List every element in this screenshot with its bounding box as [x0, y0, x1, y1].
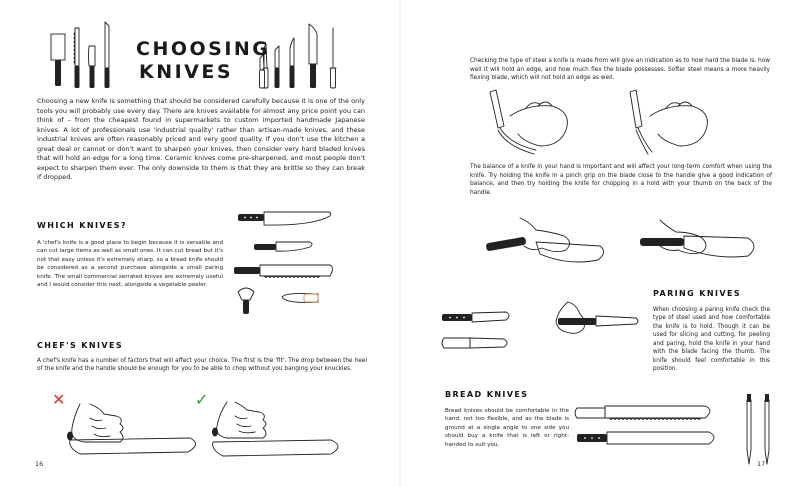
page-number-left: 16 [35, 460, 44, 468]
slicing-knife-icon [105, 22, 110, 88]
chefs-knife-horizontal-icon [238, 212, 331, 225]
bread-knife-light-handle-icon [575, 406, 710, 420]
paring-knife-light-handle-icon [442, 338, 507, 348]
paring-grip-hand-icon [556, 302, 638, 333]
bread-knife-horizontal-icon [234, 265, 333, 278]
page-title [136, 38, 271, 84]
flex-test-left-icon [490, 90, 567, 154]
knife-row-right-illustration [255, 18, 355, 93]
carving-knife-icon [309, 24, 317, 88]
blade-profile-left-icon [747, 394, 751, 464]
fillet-knife-icon [290, 38, 295, 88]
which-knives-heading: WHICH KNIVES? [37, 221, 127, 230]
flex-test-right-icon [630, 90, 707, 154]
utility-knife-icon [275, 46, 280, 88]
steel-paragraph: Checking the type of steel a knife is made from will give an indication as to how hard the blade is, how well it will hold an edge, and how much flex the blade possesses. Softer steel means a more heavily flexing blade, which will not hold an edge as well. [470, 58, 770, 81]
serrated-knife-icon [282, 293, 318, 302]
paring-knives-paragraph: When choosing a paring knife check the type of steel used and how comfortable the knife is to hold. Though it can be used for slicing and cutting, for peeling and paring, hold the knife in your hand with the blade facing the thumb. The knife should feel comfortable in this position. [653, 307, 770, 373]
chefs-knives-heading: CHEF'S KNIVES [37, 341, 123, 350]
knuckle-drop-wrong-illustration [60, 398, 210, 458]
which-knives-illustration [232, 204, 342, 314]
intro-paragraph: Choosing a new knife is something that should be considered carefully because it is one of the only tools you will probably use every day. There are knives available for almost any price point you can think of – from the cheapest found in supermarkets to custom imported handmade Japanese knives. A lot of professionals use 'industrial quality' rather than artisan-made knives, and these industrial knives are often reasonably priced and very good quality. If you don't use the kitchen a great deal or cannot or don't want to sharpen your knives, then consider very hard bladed knives that will hold an edge for a long time. Ceramic knives come pre-sharpened, and most people don't expect to sharpen them ever. The only downside to them is that they are brittle so they can break if dropped. [37, 97, 365, 182]
sharpening-steel-icon [330, 28, 336, 88]
vegetable-peeler-icon [238, 288, 254, 314]
which-knives-paragraph: A 'chef's knife is a good place to begin because it is versatile and can cut large items as well as small ones. It can cut bread but it's not that easy unless it's extremely sharp, so a bread knife should be considered as a second purchase alongside a small paring knife. The small commercial serrated knives are extremely useful and I would consider this next, alongside a vegetable peeler. [37, 240, 223, 289]
chefs-knife-icon [89, 46, 96, 88]
thumb-grip-icon [640, 220, 754, 257]
paring-knives-heading: PARING KNIVES [653, 289, 741, 298]
knife-bolster-icon [212, 428, 218, 437]
bread-knives-heading: BREAD KNIVES [445, 390, 529, 399]
blade-flex-test-illustration [480, 86, 780, 156]
wrong-mark-icon: ✕ [52, 390, 66, 409]
title-line-2: KNIVES [138, 61, 234, 83]
utility-knife-horizontal-icon [254, 242, 312, 251]
right-page [400, 0, 800, 487]
bread-knife-icon [74, 28, 80, 88]
page-number-right: 17 [757, 460, 766, 468]
cleaver-icon [51, 34, 65, 86]
blade-profile-right-icon [765, 394, 769, 464]
paring-knife-dark-handle-icon [442, 312, 509, 322]
bread-knife-dark-handle-icon [577, 432, 714, 444]
paring-knives-illustration [440, 300, 640, 370]
grip-illustration [480, 216, 780, 276]
title-line-1: CHOOSING [136, 38, 271, 60]
pinch-grip-icon [486, 218, 604, 262]
balance-paragraph: The balance of a knife in your hand is important and will affect your long-term comfort when using the knife. Try holding the knife in a pinch grip on the blade close to the handle give a good indication of balance, and then try holding the knife for chopping in a hold with your thumb on the back of the handle. [470, 164, 772, 196]
bread-knives-illustration [575, 390, 785, 470]
right-mark-icon: ✓ [195, 390, 209, 409]
knuckle-drop-right-illustration [205, 398, 355, 458]
bread-knives-paragraph: Bread knives should be comfortable in the hand, not too flexible, and as the blade is ground at a single angle to one side you should buy a knife that is left or right-handed to suit you. [445, 408, 569, 448]
chefs-knives-paragraph: A chef's knife has a number of factors that will affect your choice. The first is the 'fit'. The drop between the heel of the knife and the handle should be enough for you to be able to chop without you banging your knuckles. [37, 358, 367, 373]
knife-bolster-icon [67, 432, 73, 441]
